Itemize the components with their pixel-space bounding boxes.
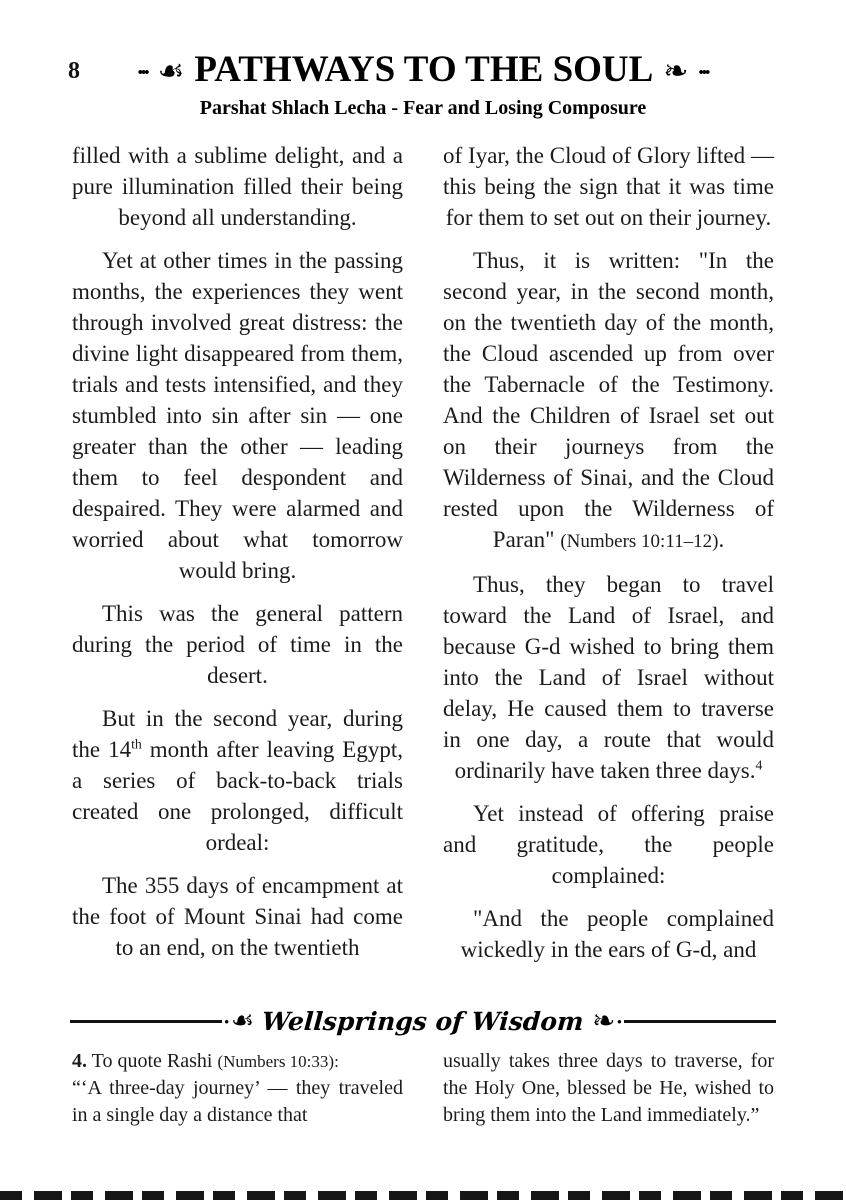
title-ornament-swirl-left-icon: ☙ xyxy=(157,54,185,88)
title-row xyxy=(90,48,756,91)
book-title: PATHWAYS TO THE SOUL xyxy=(194,49,654,90)
divider-rule-right xyxy=(624,1020,776,1023)
ordinal-superscript: th xyxy=(131,736,142,752)
chapter-subtitle: Parshat Shlach Lecha - Fear and Losing Composure xyxy=(199,97,647,119)
footnote-columns xyxy=(72,1048,774,1129)
divider-dot: • xyxy=(617,1014,622,1029)
paragraph: The 355 days of encampment at the foot of Mount Sinai had come to an end, on the twentieth xyxy=(72,873,403,960)
title-ornament-dots-right-icon: ••• xyxy=(698,65,709,81)
divider-dot: • xyxy=(224,1014,229,1029)
footnote-left-column xyxy=(72,1048,403,1129)
divider-ornament-left-icon xyxy=(222,1008,254,1034)
paragraph-text: Thus, they began to travel toward the Land of Israel, and because G-d wished to bring them into the Land of Israel without delay, He caused them to traverse in one day, a route that would ordinarily have taken three days. xyxy=(443,572,774,783)
paragraph: "And the people complained wickedly in the ears of G-d, and xyxy=(460,906,774,962)
footnote-section xyxy=(0,1004,846,1129)
footnote-text: usually takes three days to traverse, for the Holy One, blessed be He, wished to bring them into the Land immediately.” xyxy=(443,1050,774,1126)
title-ornament-dots-left-icon: ••• xyxy=(137,65,148,81)
divider-swirl: ☙ xyxy=(591,1006,616,1035)
footnote-text: “‘A three-day journey’ — they traveled in a single day a distance that xyxy=(72,1077,403,1126)
paragraph xyxy=(443,245,774,557)
footnote-reference-mark: 4 xyxy=(755,757,763,773)
divider-swirl: ☙ xyxy=(230,1006,255,1035)
page-header xyxy=(0,48,846,120)
wellsprings-of-wisdom-title: Wellsprings of Wisdom xyxy=(261,1006,585,1036)
paragraph-text: Thus, it is written: "In the second year, in the second month, on the twentieth day of the month, the Cloud ascended up from over the Tabernacle of the Testimony. And the Children of Israel set out on their journeys from the Wilderness of Sinai, and the Cloud rested upon the Wilderness of Paran" xyxy=(443,248,774,552)
scripture-reference: (Numbers 10:11–12) xyxy=(560,531,719,552)
page-edge-artifact xyxy=(0,1191,846,1200)
paragraph xyxy=(443,569,774,786)
paragraph: Yet instead of offering praise and gratitude, the people complained: xyxy=(443,801,774,888)
right-column xyxy=(443,140,774,977)
paragraph: Yet at other times in the passing months, the experiences they went through involved great distress: the divine light disappeared from them, trials and tests intensified, and they stumbled into sin after sin — one greater than the other — leading them to feel despondent and despaired. They were alarmed and worried about what tomorrow would bring. xyxy=(72,248,403,583)
footnote-number: 4. xyxy=(72,1050,87,1072)
footnote-text: To quote Rashi xyxy=(87,1050,218,1072)
paragraph-text: But in the second year, during the 14 xyxy=(72,706,403,762)
paragraph-text: . xyxy=(718,527,725,552)
divider-rule-left xyxy=(70,1020,222,1023)
page-number: 8 xyxy=(68,58,80,84)
paragraph: This was the general pattern during the period of time in the desert. xyxy=(72,601,403,688)
left-column xyxy=(72,140,403,977)
body-text xyxy=(72,140,774,977)
paragraph: filled with a sublime delight, and a pure illumination filled their being beyond all understanding. xyxy=(72,143,403,230)
divider-ornament-right-icon xyxy=(592,1008,624,1034)
footnote-right-column xyxy=(443,1048,774,1129)
paragraph-text: month after leaving Egypt, a series of back-to-back trials created one prolonged, difficult ordeal: xyxy=(72,737,403,855)
title-ornament-swirl-right-icon: ❧ xyxy=(663,54,689,88)
scripture-reference: (Numbers 10:33): xyxy=(217,1052,339,1071)
footnote-divider xyxy=(70,1004,776,1038)
paragraph: of Iyar, the Cloud of Glory lifted — this being the sign that it was time for them to set out on their journey. xyxy=(443,143,774,230)
paragraph xyxy=(72,703,403,858)
